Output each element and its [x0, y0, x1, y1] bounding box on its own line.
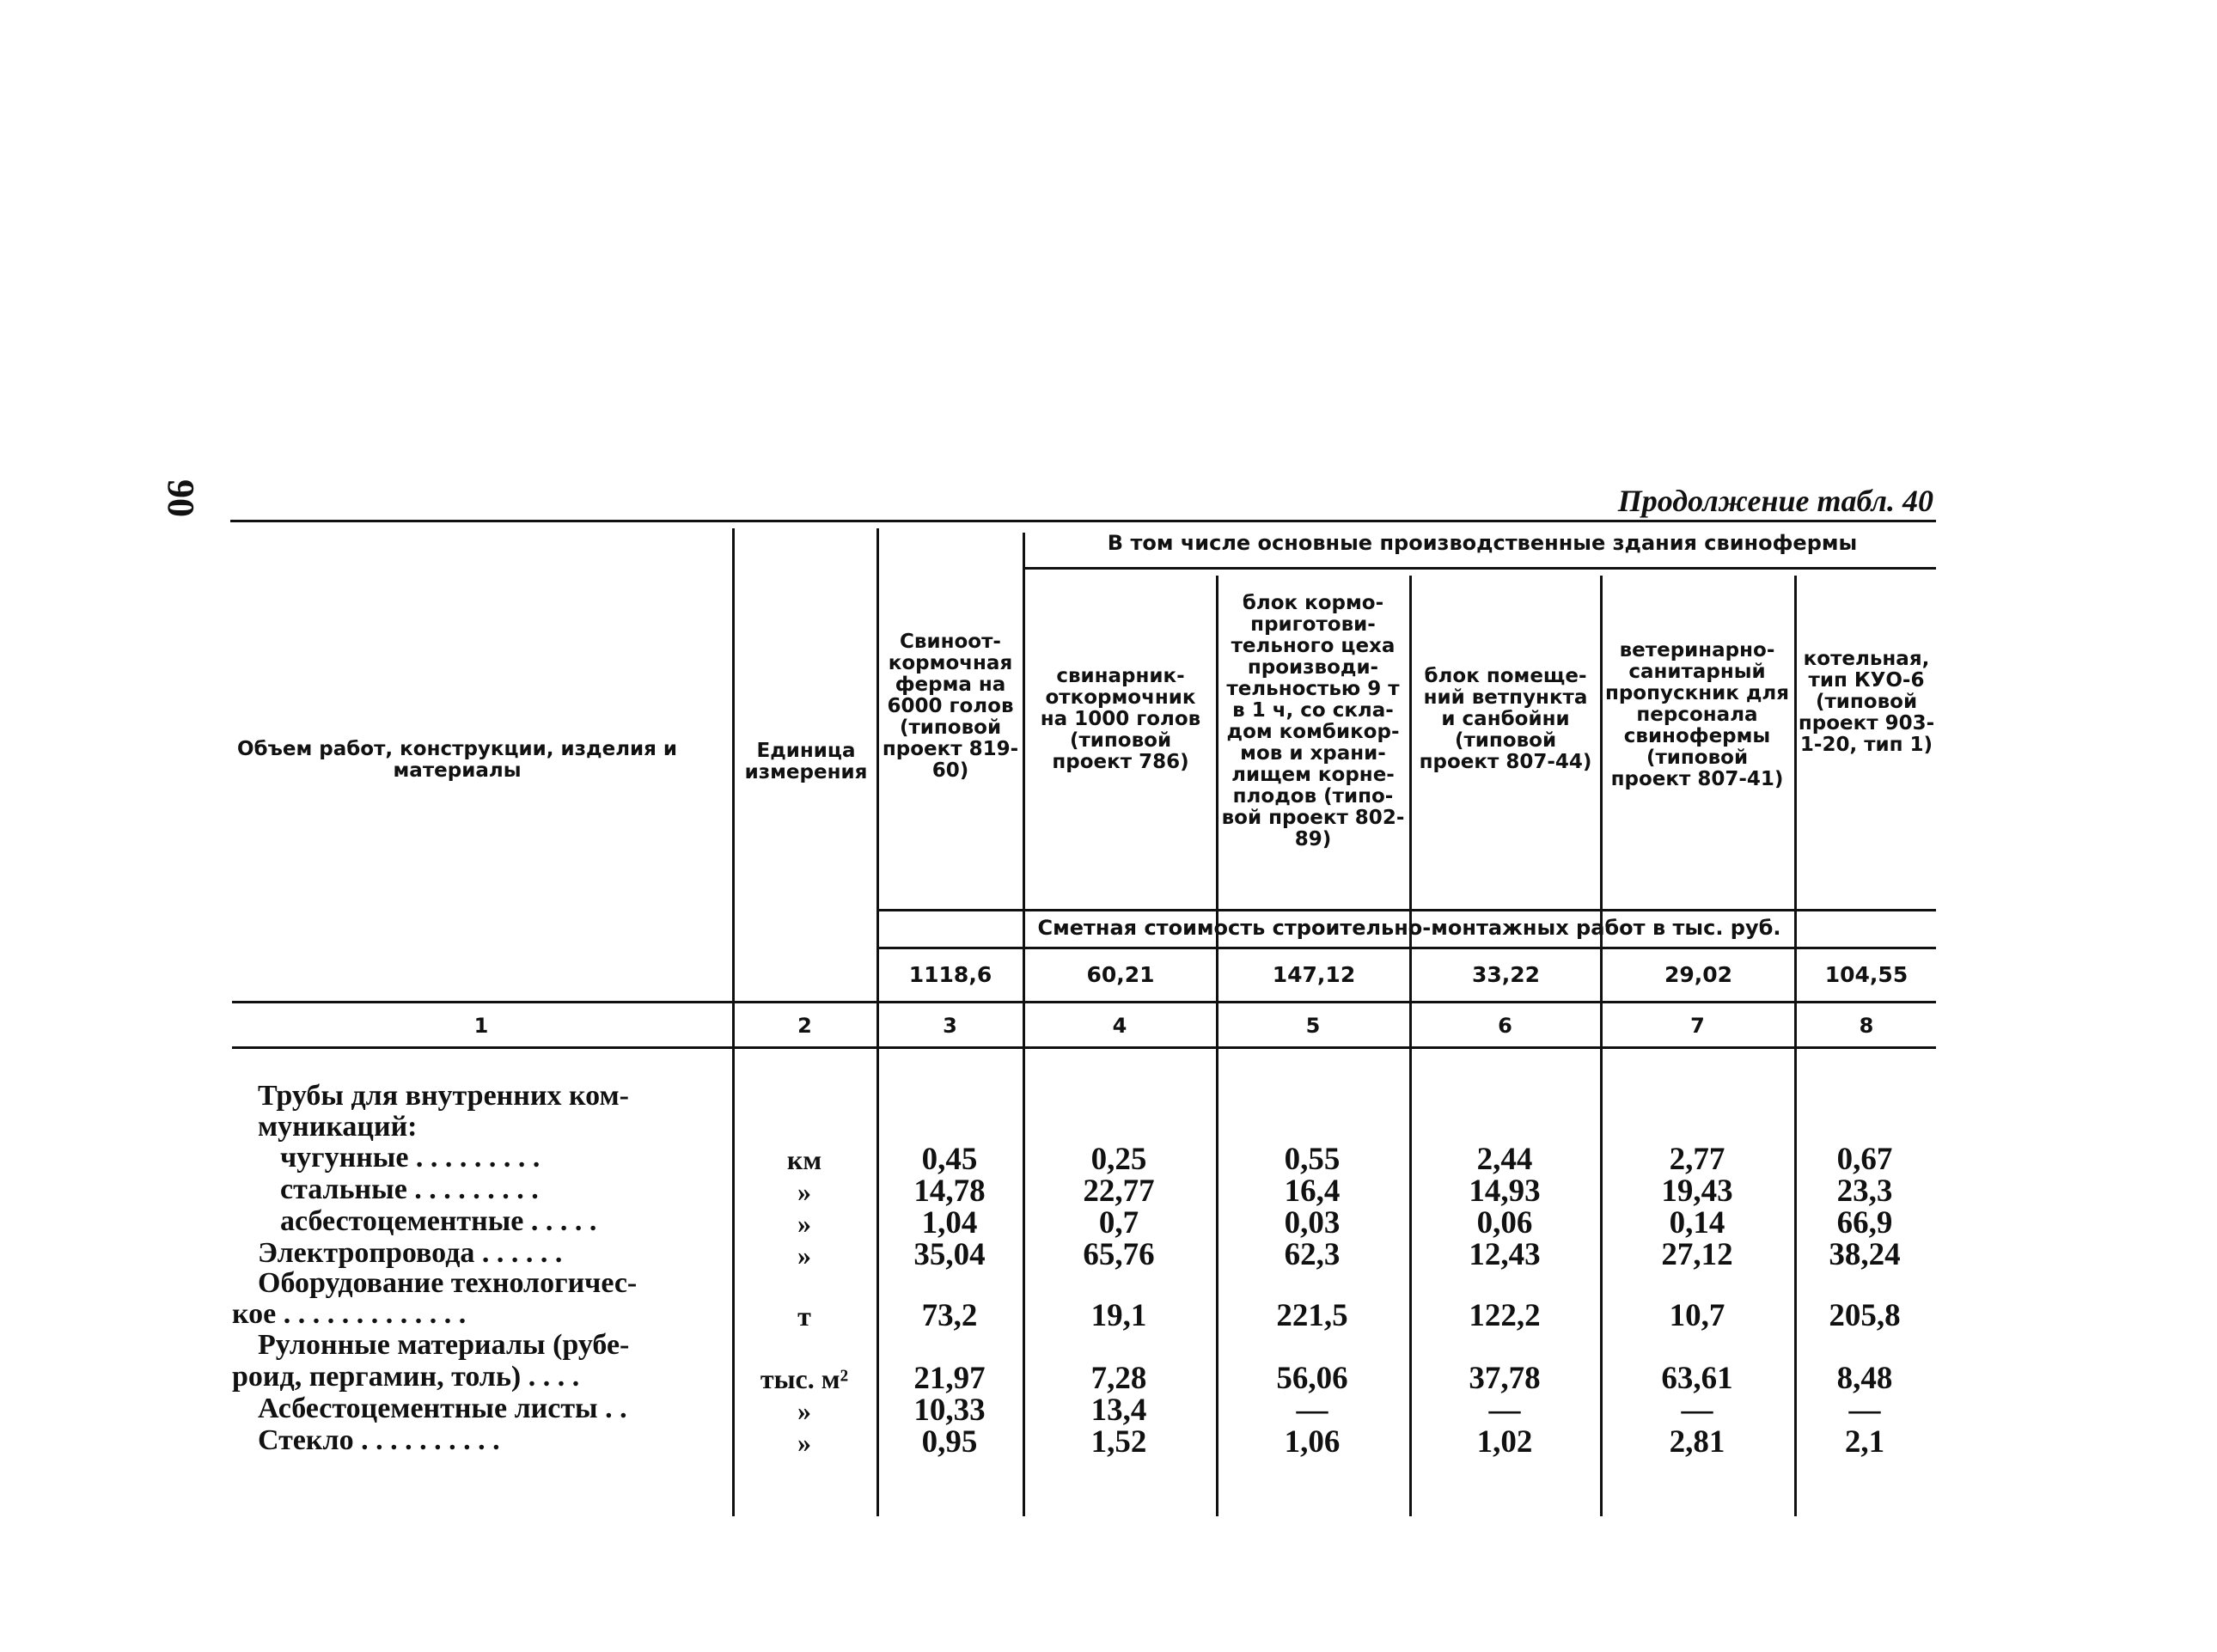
row-value: 0,95: [921, 1424, 978, 1460]
header-col1: Объем работ, конструкции, изделия и материалы: [236, 738, 678, 782]
row-value: 38,24: [1829, 1237, 1901, 1272]
cost-value: 1118,6: [908, 962, 992, 987]
row-value: 205,8: [1829, 1298, 1901, 1333]
row-value: 10,7: [1669, 1298, 1725, 1333]
header-col3: Свиноот-кормочная ферма на 6000 голов (типовой проект 819-60): [882, 631, 1019, 782]
row-label: стальные . . . . . . . . .: [280, 1173, 539, 1205]
row-value: 0,14: [1669, 1205, 1725, 1241]
row-value: 19,43: [1661, 1173, 1733, 1209]
column-number: 4: [1112, 1014, 1127, 1038]
row-value: 62,3: [1284, 1237, 1341, 1272]
row-label: асбестоцементные . . . . .: [280, 1205, 597, 1237]
column-number: 1: [473, 1014, 489, 1038]
row-value: 0,67: [1836, 1142, 1893, 1177]
row-value: 10,33: [913, 1393, 986, 1428]
row-label: чугунные . . . . . . . . .: [280, 1142, 541, 1173]
row-value: 65,76: [1083, 1237, 1155, 1272]
rule-numbers-bottom: [232, 1046, 1936, 1049]
vline-4: [1216, 576, 1218, 1516]
row-value: —: [1488, 1393, 1521, 1428]
row-value: 2,81: [1669, 1424, 1725, 1460]
row-unit: »: [797, 1427, 811, 1458]
header-group: В том числе основные производственные здания свинофермы: [1107, 531, 1858, 555]
row-value: 56,06: [1276, 1361, 1348, 1396]
row-value: 0,55: [1284, 1142, 1341, 1177]
cost-value: 29,02: [1664, 962, 1733, 987]
row-unit: км: [786, 1144, 822, 1175]
vline-7: [1794, 576, 1797, 1516]
vline-6: [1600, 576, 1603, 1516]
row-value: 7,28: [1090, 1361, 1147, 1396]
column-number: 7: [1690, 1014, 1705, 1038]
row-value: 8,48: [1836, 1361, 1893, 1396]
cost-value: 60,21: [1086, 962, 1155, 987]
row-value: 0,25: [1090, 1142, 1147, 1177]
header-col8: котельная, тип КУО-6 (типовой проект 903-1-20, тип 1): [1798, 648, 1935, 756]
row-value: 19,1: [1090, 1298, 1147, 1333]
row-value: 122,2: [1469, 1298, 1541, 1333]
row-value: 2,1: [1844, 1424, 1885, 1460]
column-number: 8: [1859, 1014, 1874, 1038]
rule-top: [230, 520, 1936, 522]
row-value: 0,7: [1098, 1205, 1139, 1241]
row-label: роид, пергамин, толь) . . . .: [232, 1361, 580, 1393]
cost-value: 104,55: [1824, 962, 1909, 987]
header-col6: блок помеще-ний ветпункта и санбойни (типовой проект 807-44): [1419, 665, 1592, 773]
header-col2: Единица измерения: [744, 740, 868, 783]
row-label: Стекло . . . . . . . . . .: [258, 1424, 500, 1456]
row-value: 37,78: [1469, 1361, 1541, 1396]
row-label-line1: Оборудование технологичес-: [258, 1267, 638, 1299]
row-value: 35,04: [913, 1237, 986, 1272]
cost-label: Сметная стоимость строительно-монтажных работ в тыс. руб.: [1037, 916, 1781, 940]
rule-cost-top: [878, 909, 1936, 911]
row-value: 2,77: [1669, 1142, 1725, 1177]
row-unit: т: [797, 1301, 811, 1332]
row-value: 63,61: [1661, 1361, 1733, 1396]
row-value: 27,12: [1661, 1237, 1733, 1272]
row-label: Асбестоцементные листы . .: [258, 1393, 627, 1424]
row-value: 2,44: [1476, 1142, 1533, 1177]
page-number: 90: [160, 479, 202, 517]
row-value: 14,78: [913, 1173, 986, 1209]
row-unit: »: [797, 1240, 811, 1271]
row-value: 221,5: [1276, 1298, 1348, 1333]
row-value: 0,45: [921, 1142, 978, 1177]
row-value: 1,52: [1090, 1424, 1147, 1460]
row-value: 21,97: [913, 1361, 986, 1396]
row-value: —: [1681, 1393, 1713, 1428]
cost-value: 33,22: [1471, 962, 1541, 987]
header-col5: блок кормо-приготови-тельного цеха производи-тельностью 9 т в 1 ч, со скла-дом комбикор-мов и храни-лищем корне-плодов (типо-вой проект 802-89): [1221, 592, 1405, 850]
row-value: 1,06: [1284, 1424, 1341, 1460]
column-number: 3: [943, 1014, 957, 1038]
row-value: 73,2: [921, 1298, 978, 1333]
row-unit: »: [797, 1395, 811, 1426]
row-unit: тыс. м²: [760, 1363, 849, 1394]
column-number: 2: [797, 1014, 812, 1038]
row-value: 1,02: [1476, 1424, 1533, 1460]
row-value: 16,4: [1284, 1173, 1341, 1209]
row-value: 13,4: [1090, 1393, 1147, 1428]
row-value: —: [1848, 1393, 1881, 1428]
rule-group: [1024, 567, 1936, 570]
rule-cost-mid: [878, 947, 1936, 949]
vline-5: [1409, 576, 1412, 1516]
row-value: 23,3: [1836, 1173, 1893, 1209]
section-title: Трубы для внутренних ком-муникаций:: [258, 1080, 629, 1143]
column-number: 5: [1305, 1014, 1321, 1038]
column-number: 6: [1498, 1014, 1512, 1038]
row-value: 14,93: [1469, 1173, 1541, 1209]
row-value: —: [1296, 1393, 1328, 1428]
row-value: 12,43: [1469, 1237, 1541, 1272]
row-value: 0,03: [1284, 1205, 1341, 1241]
header-col4: свинарник-откормочник на 1000 голов (типовой проект 786): [1040, 665, 1201, 773]
row-value: 22,77: [1083, 1173, 1155, 1209]
row-unit: »: [797, 1176, 811, 1207]
row-label-line1: Рулонные материалы (рубе-: [258, 1329, 630, 1361]
row-value: 0,06: [1476, 1205, 1533, 1241]
row-value: 66,9: [1836, 1205, 1893, 1241]
rule-header-bottom: [232, 1001, 1936, 1003]
row-label: кое . . . . . . . . . . . . .: [232, 1298, 467, 1330]
header-col7: ветеринарно-санитарный пропускник для персонала свинофермы (типовой проект 807-41): [1604, 639, 1790, 790]
row-unit: »: [797, 1208, 811, 1239]
row-label: Электропровода . . . . . .: [258, 1237, 563, 1269]
row-value: 1,04: [921, 1205, 978, 1241]
continued-label: Продолжение табл. 40: [1617, 484, 1933, 518]
cost-value: 147,12: [1272, 962, 1356, 987]
